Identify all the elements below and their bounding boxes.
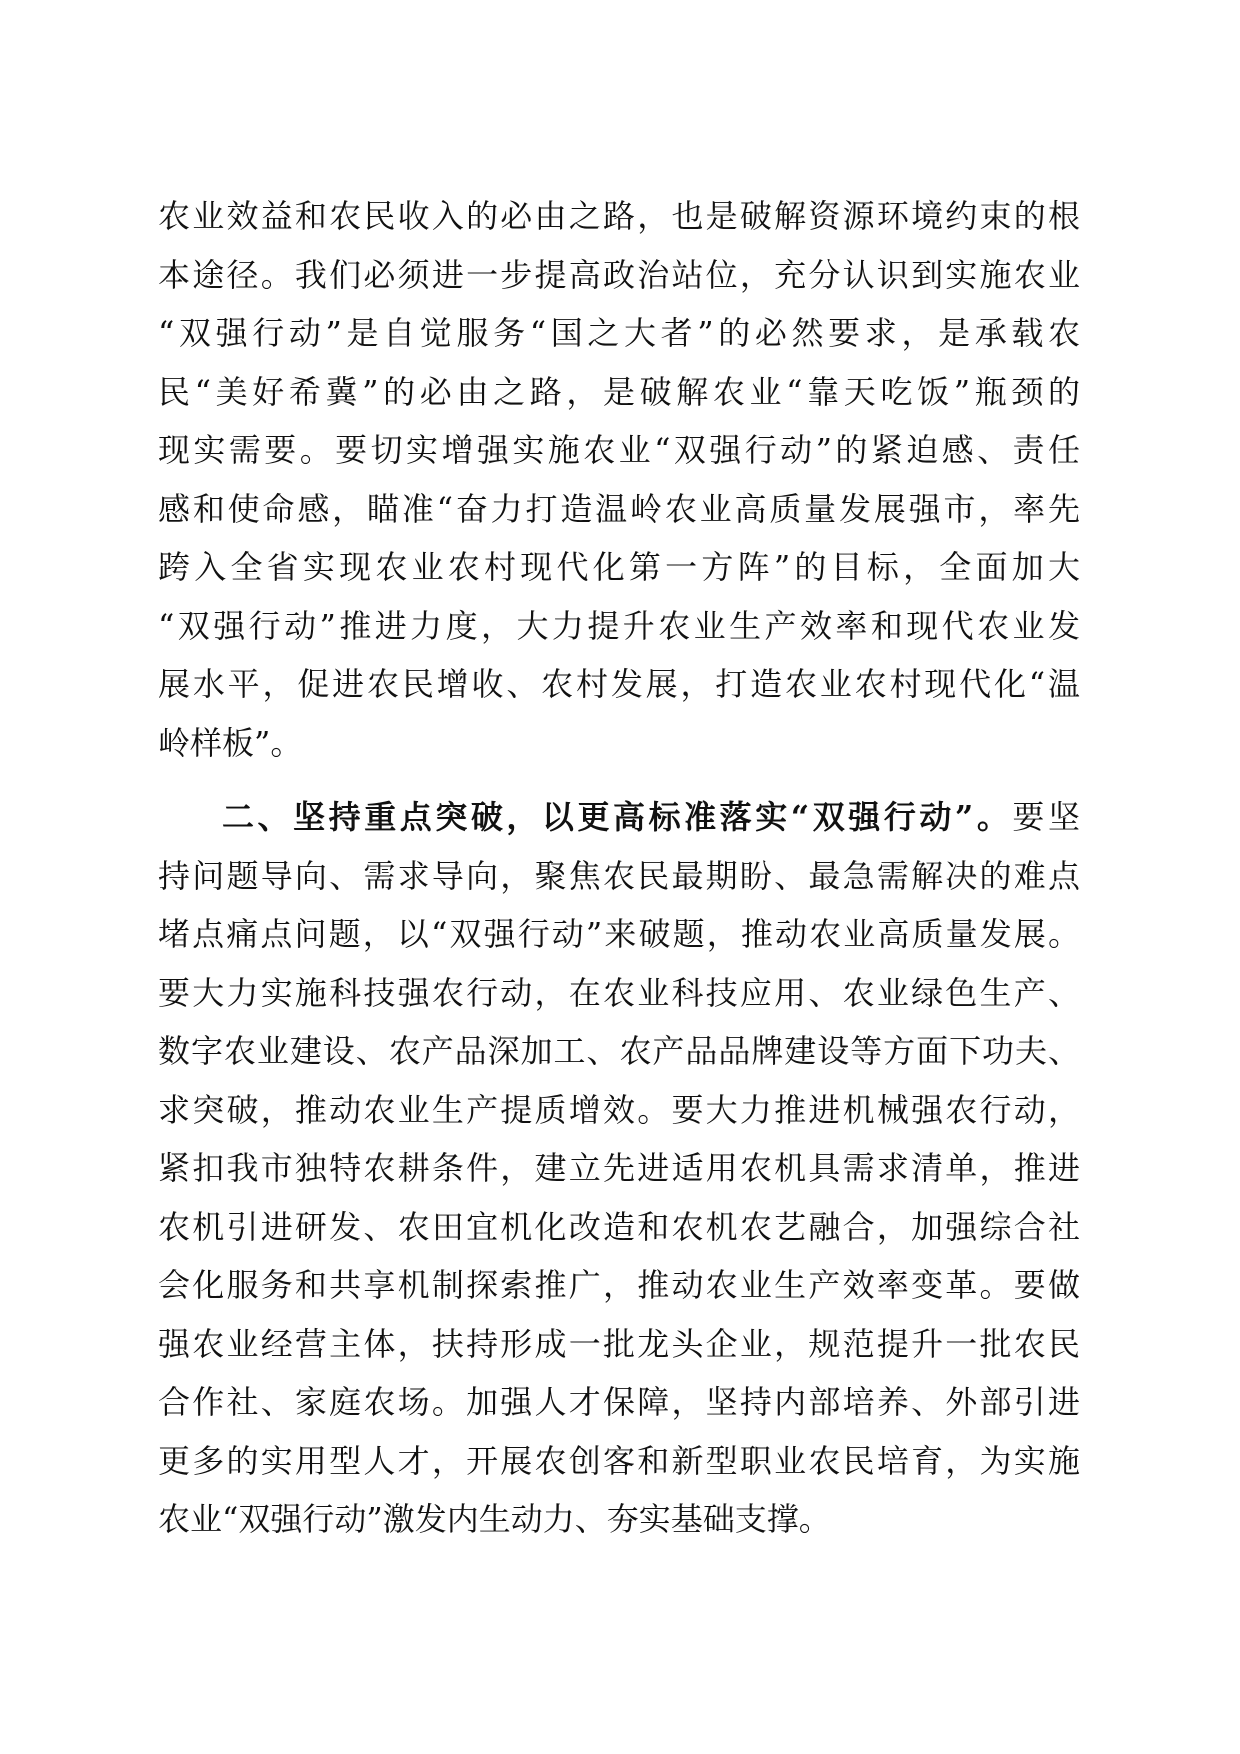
text-line: 强农业经营主体，扶持形成一批龙头企业，规范提升一批农民 <box>158 1324 1080 1363</box>
text-line: 紧扣我市独特农耕条件，建立先进适用农机具需求清单，推进 <box>158 1149 1080 1187</box>
text-line: 跨入全省实现农业农村现代化第一方阵”的目标，全面加大 <box>158 548 1080 586</box>
text-line: 农业“双强行动”激发内生动力、夯实基础支撑。 <box>158 1500 831 1538</box>
text-line: 更多的实用型人才，开展农创客和新型职业农民培育，为实施 <box>158 1441 1080 1480</box>
text-line: 现实需要。要切实增强实施农业“双强行动”的紧迫感、责任 <box>158 431 1080 469</box>
text-line: 感和使命感，瞄准“奋力打造温岭农业高质量发展强市，率先 <box>158 489 1080 528</box>
text-line: 持问题导向、需求导向，聚焦农民最期盼、最急需解决的难点 <box>158 856 1080 895</box>
text-line: 岭样板”。 <box>158 723 303 762</box>
text-line: 民“美好希冀”的必由之路，是破解农业“靠天吃饭”瓶颈的 <box>158 372 1080 411</box>
text-line: 农机引进研发、农田宜机化改造和农机农艺融合，加强综合社 <box>158 1207 1080 1246</box>
paragraph-spacer <box>158 772 1080 788</box>
paragraph-1 <box>158 187 1080 772</box>
text-line: 本途径。我们必须进一步提高政治站位，充分认识到实施农业 <box>158 255 1080 294</box>
paragraph-2 <box>158 788 1080 1549</box>
text-line: “双强行动”推进力度，大力提升农业生产效率和现代农业发 <box>158 606 1080 645</box>
text-line: 农业效益和农民收入的必由之路，也是破解资源环境约束的根 <box>158 197 1080 235</box>
heading-line <box>158 788 1080 847</box>
heading-tail-text: 要坚 <box>1012 798 1080 836</box>
text-line: 堵点痛点问题，以“双强行动”来破题，推动农业高质量发展。 <box>158 915 1080 953</box>
text-line: “双强行动”是自觉服务“国之大者”的必然要求，是承载农 <box>158 314 1080 352</box>
text-line: 会化服务和共享机制探索推广，推动农业生产效率变革。要做 <box>158 1266 1080 1304</box>
document-body <box>158 187 1080 1549</box>
text-line: 合作社、家庭农场。加强人才保障，坚持内部培养、外部引进 <box>158 1383 1080 1421</box>
text-line: 数字农业建设、农产品深加工、农产品品牌建设等方面下功夫、 <box>158 1032 1080 1070</box>
text-line: 求突破，推动农业生产提质增效。要大力推进机械强农行动， <box>158 1090 1080 1129</box>
section-heading: 二、坚持重点突破，以更高标准落实“双强行动”。 <box>222 798 1013 836</box>
text-line: 要大力实施科技强农行动，在农业科技应用、农业绿色生产、 <box>158 973 1080 1012</box>
text-line: 展水平，促进农民增收、农村发展，打造农业农村现代化“温 <box>158 665 1080 703</box>
